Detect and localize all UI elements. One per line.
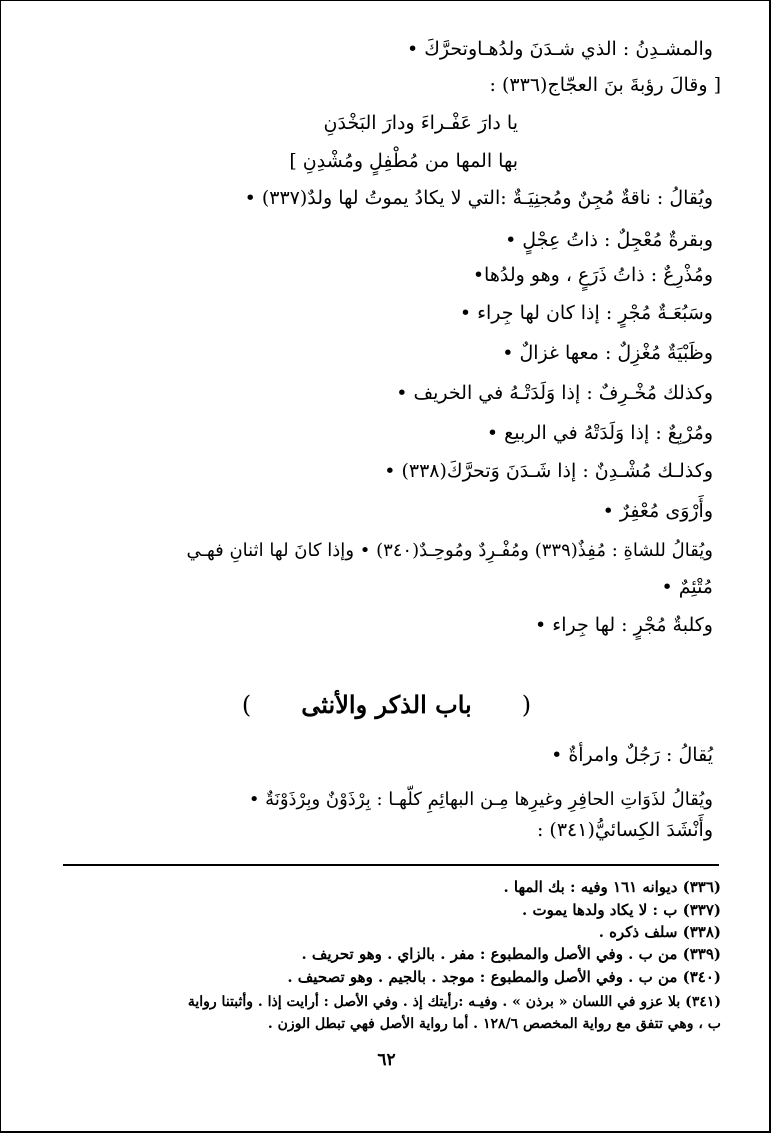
footnote-separator [63,864,719,866]
body-line: ويُقالُ للشاةِ : مُفِذٌ(٣٣٩) ومُفْـرِدٌ ومُوحِـدٌ(٣٤٠) • وإذا كانَ لها اثنانِ فهـي [186,540,713,561]
footnote: (٣٤٠) من ب . وفي الأصل والمطبوع : موجد . بالجيم . وهو تصحيف . [287,968,721,986]
footnote: (٣٤١) بلا عزو في اللسان « برذن » . وفيـه :رأيتك إذ . وفي الأصل : أرايت إذا . وأثبتنا رواية [187,994,721,1010]
section-line: ويُقالُ لذَوَاتِ الحافِرِ وغيرِها مِـن البهائِمِ كلّهـا : بِرْذَوْنٌ وبِرْذَوْنَةٌ • [248,789,713,810]
footnote: (٣٣٩) من ب . وفي الأصل والمطبوع : مفر . بالزاي . وهو تحريف . [301,945,721,963]
heading-open-paren: ( [521,691,532,719]
body-line: ومُذْرِعٌ : ذاتُ ذَرَعٍ ، وهو ولدُها• [472,264,713,286]
section-line: وأَنْشَدَ الكِسائيُّ(٣٤١) : [536,819,713,841]
body-line: والمشـدِنُ : الذي شـدَنَ ولدُهـاوتحرَّكَ • [407,38,713,60]
footnote: (٣٣٧) ب : لا يكاد ولدها يموت . [522,901,721,919]
footnote: ب ، وهي تتفق مع رواية المخصص ١٢٨/٦ . أما رواية الأصل فهي تبطل الوزن . [267,1016,721,1032]
page-number: ٦٢ [377,1050,396,1070]
body-line: وكذلـك مُشْـدِنٌ : إذا شَـدَنَ وَتحرَّكَ(٣٣٨) • [384,460,713,482]
verse-line: بها المها من مُطْفِلٍ ومُشْدِنِ ] [289,150,518,172]
body-line: وكذلك مُخْـرِفٌ : إذا وَلَدَتْـهُ في الخريف • [396,382,713,404]
body-line: وظَبْيَةٌ مُغْزِلٌ : معها غزالٌ • [502,342,713,364]
verse-line: يا دارَ عَفْـراءَ ودارَ البَخْدَنِ [323,112,518,134]
footnote: (٣٣٦) ديوانه ١٦١ وفيه : بك المها . [503,878,721,896]
section-line: يُقالُ : رَجُلٌ وامرأةٌ • [551,744,713,766]
body-line: ومُرْبِعٌ : إذا وَلَدَتْهُ في الربيع • [486,422,713,444]
heading-title: باب الذكر والأنثى [301,690,472,719]
body-line: وسَبُعَـةٌ مُجْرٍ : إذا كان لها جِراء • [459,302,713,324]
section-heading [0,690,773,724]
footnote: (٣٣٨) سلف ذكره . [598,923,721,941]
body-line: [ وقالَ رؤبةَ بنَ العجّاج(٣٣٦) : [489,74,721,96]
heading-close-paren: ) [241,691,252,719]
body-line: ويُقالُ : ناقةٌ مُجِنٌ ومُجنِيَـةٌ :التي لا يكادُ يموتُ لها ولدٌ(٣٣٧) • [244,187,713,209]
body-line: وأَرْوَى مُعْفِرٌ • [602,500,713,522]
body-line: مُتْئِمٌ • [661,576,713,598]
body-line: وبقرةٌ مُعْجِلٌ : ذاتُ عِجْلٍ • [505,229,713,251]
body-line: وكلبةٌ مُجْرٍ : لها جِراء • [535,614,713,636]
